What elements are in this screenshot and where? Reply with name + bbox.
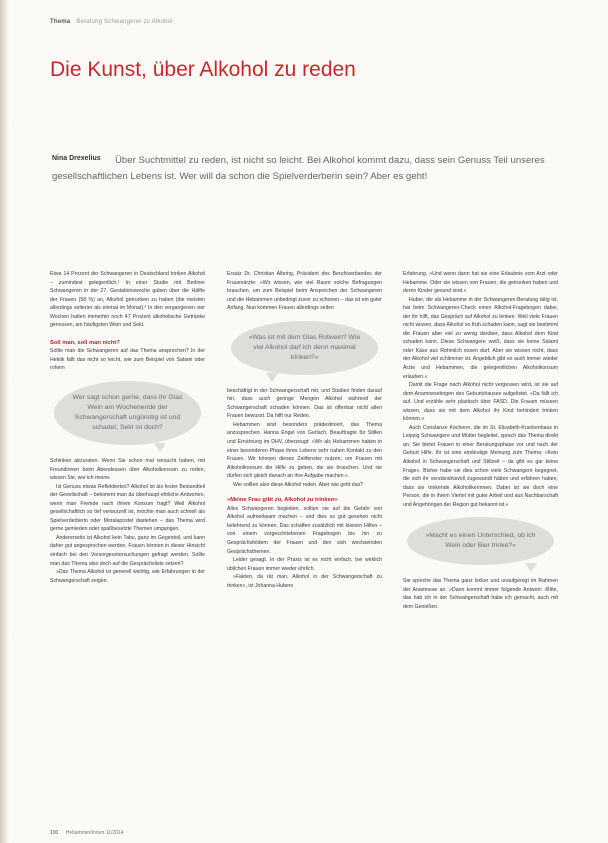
section-heading: »Meine Frau gibt zu, Alkohol zu trinken« bbox=[227, 497, 338, 504]
pull-quote: »Macht es einen Unterschied, ob ich Wein oder Bier trinke?« bbox=[407, 517, 554, 565]
body-paragraph: Damit die Frage nach Alkohol nicht vergessen wird, ist sie auf dem Anamnesebogen des Geburtshauses aufgelistet. »Da fällt ich auf. Und erzähle sehr plastisch über FASD. Die Frauen müssen wissen, dass sie mit dem Alkohol ihr Kind behindert trinken können.« bbox=[403, 382, 558, 423]
author-name: Nina Drexelius bbox=[52, 155, 101, 162]
section-rubric bbox=[50, 19, 173, 25]
page-number: 100 bbox=[50, 830, 59, 836]
body-paragraph: Etwa 14 Prozent der Schwangeren in Deutschland trinken Alkohol – zumindest gelegentlich.¹ In einer Studie mit Berliner Schwangeren in der 27. Gestationswoche gaben über die Hälfte der Frauen (58 %) an, Alkohol getrunken zu haben (die meisten allerdings seltener als einmal im Monat).² In den vergangenen vier Wochen hatten immerhin noch 47 Prozent alkoholische Getränke genossen, am häufigsten Wein und Sekt. bbox=[50, 271, 205, 329]
body-paragraph: Erfahrung. »Und wenn dann hat sie eine Erlaubnis vom Arzt oder Hebamme. Oder sie wissen von Frauen, die getrunken haben und deren Kinder gesund sind.« bbox=[403, 271, 558, 295]
pull-quote: Wer sagt schon gerne, dass ihr Glas Wein am Wochenende der Schwangerschaft ungünstig ist und schadet, Sekt ist doch? bbox=[54, 381, 201, 445]
body-paragraph: Schinken abzuraten. Wenn Sie schon mal versucht haben, mit Freundinnen beim Abendessen über Alkoholkonsum zu reden, wissen Sie, wie ich meine. bbox=[50, 458, 205, 482]
body-paragraph: Auch Constanze Kocherer, die im St. Elisabeth-Krankenhaus in Leipzig Schwangere und Mütter begleitet, sprach das Thema direkt an. Sie bietet Frauen in einer Beratungsphase vor und nach der Geburt Hilfe. Ihr ist eine eindeutige Meinung zum Thema: »Kein Alkohol in Schwangerschaft und Stillzeit – da gibt es gar keine Frage«. Bisher habe sie dies schon viele Schwangere begegnet, die sich ihr verständnisvoll zugewandt hätten und erfahren haben, dass sie trinkende Alkoholikerinnen. Dabei ist sie doch eine Person, die in ihrem Viertel mit guter Arbeit und aus Nachbarschaft und Angehörigen der Region gut bekannt ist.« bbox=[403, 424, 558, 508]
journal-issue: Hebammenforum 11/2014 bbox=[65, 830, 124, 836]
body-paragraph: Leider gesagt. In der Praxis ist es nicht einfach, bei wirklich üblichen Frauen immer wieder ehrlich. bbox=[227, 557, 382, 572]
page-footer bbox=[50, 830, 123, 836]
article-title: Die Kunst, über Alkohol zu reden bbox=[50, 58, 356, 81]
text-column-3 bbox=[403, 270, 558, 612]
text-column-1 bbox=[50, 270, 205, 585]
body-paragraph: Wie sollten also diese Alkohol reden. Aber wie geht das? bbox=[233, 481, 364, 488]
body-paragraph: »Fakten, da rät man, Alkohol in der Schwangerschaft zu trinken«, ist Johanna Hubers bbox=[227, 574, 382, 589]
body-paragraph: Sie spreche das Thema ganz locker und unaufgeregt im Rahmen der Anamnese an. »Dann kommt immer folgende Antwort: ›Bitte, das hab ich in der Schwangerschaft habe ich gemacht, auch mit dem Genießen. bbox=[403, 578, 558, 610]
section-subtitle: Beratung Schwangerer zu Alkohol bbox=[76, 19, 173, 25]
body-paragraph: Andererseits ist Alkohol kein Tabu, ganz im Gegenteil, und kann daher gut angesprochen werden. Frauen können in dieser Hinsicht einfach bei den Vorsorgeuntersuchungen gefragt werden. Sollte man das Thema also doch auf die Gesprächsliste setzen? bbox=[50, 534, 205, 567]
page-binding-shadow bbox=[0, 0, 9, 843]
pull-quote: »Was ist mit dem Glas Rotwein? Wie viel Alkohol darf ich denn maximal trinken?« bbox=[231, 321, 378, 375]
body-paragraph: Sollte man die Schwangeren auf das Thema ansprechen? In der Hektik fällt das nicht so leicht, wie zum Beispiel von Salami oder rohem bbox=[50, 348, 205, 372]
body-paragraph: Ersatz Dr. Christian Albring, Präsident des Berufsverbandes der Frauenärzte: »Wir wissen, wie viel Raum solche Befragungen brauchen, um zum Beispiel beim Ansprechen der Schwangeren und die Hebammen unbedingt zuvor zu schonen – das ist ein guter Anfang. Nun kommen Frauen allerdings selten bbox=[227, 271, 382, 312]
body-paragraph: Hebammen sind besonders prädestiniert, das Thema anzusprechen. Hanna Engel von Gerlach, Beauftragte für Stillen und Ernährung im DHV, überzeugt: »Wir als Hebammen haben in einer besonderen Phase ihres Lebens sehr nahen Kontakt zu den Frauen. Wir können dieses Zeitfenster nutzen, um Frauen mit Alkoholkonsum die Hilfe zu geben, die sie brauchen. Und sie dürfen sich gleich danach an ihre Aufgabe machen.« bbox=[227, 421, 382, 480]
text-column-2 bbox=[227, 270, 382, 590]
section-label: Thema bbox=[50, 19, 71, 25]
body-paragraph: beschäftigt in der Schwangerschaft mit, und Studien finden darauf hin, dass auch geringe Mengen Alkohol während der Schwangerschaft schaden können. Das ist offenbar nicht allen Frauen bewusst. Da hilft nur Reden. bbox=[227, 387, 382, 420]
body-paragraph: Huber, die als Hebamme in der Schwangeren-Beratung tätig ist, hat beim Schwangeren-Check einen Alkohol-Fragebogen dabei, der ihr hilft, das Gespräch auf Alkohol zu lenken. Weil viele Frauen nicht wissen, dass Alkohol so früh schaden kann, sagt sie bestimmt die Frauen aber viel zu wenig darüber, dass Alkohol dem Kind schaden kann. Diese Schwangere weiß, dass sie keine Salami oder Käse aus Rohmilch essen darf. Aber sie wissen nicht, dass der Alkohol viel schlimmer ist. Angeblich gibt es auch immer wieder Ärzte und Hebammen, die gelegentlichen Alkoholkonsum erlauben.« bbox=[403, 296, 558, 380]
body-paragraph: »Das Thema Alkohol ist generell wichtig, wie Erfahrungen in der Schwangerschaft zeigen. bbox=[50, 569, 205, 584]
section-heading: Soll man, soll man nicht? bbox=[50, 339, 120, 346]
article-lead: Über Suchtmittel zu reden, ist nicht so leicht. Bei Alkohol kommt dazu, dass sein Genuss Teil unseres gesellschaftlichen Lebens ist. Wer will da schon die Spielverderberin sein? Aber es geht! bbox=[52, 155, 545, 182]
body-paragraph: Ist Genuss etwas Reflektiertes? Alkohol ist als fester Bestandteil der Gesellschaft – bekommt man da überhaupt ehrliche Antworten, wenn man Fremde nach ihrem Konsum fragt? Weil Alkohol gesellschaftlich so tief verwurzelt ist, möchte man auch schnell als Spielverderberin oder Moralapostel dastehen – das Thema wird gerne gemieden oder spaßbesetzte Themen umgangen. bbox=[50, 483, 205, 533]
body-paragraph: Alles Schwangeren begleiten, sollten sie auf die Gefahr von Alkohol aufmerksam machen – und dies so gut gesehen nicht belehrend zu können. Das schaffen zusätzlich mit kleinen Hilfen – von einem vorgeschriebenen Fragebogen bis hin zu Gesprächsfeldern der Frauen und den sich wechselnden Gesprächsthemen. bbox=[227, 505, 382, 555]
